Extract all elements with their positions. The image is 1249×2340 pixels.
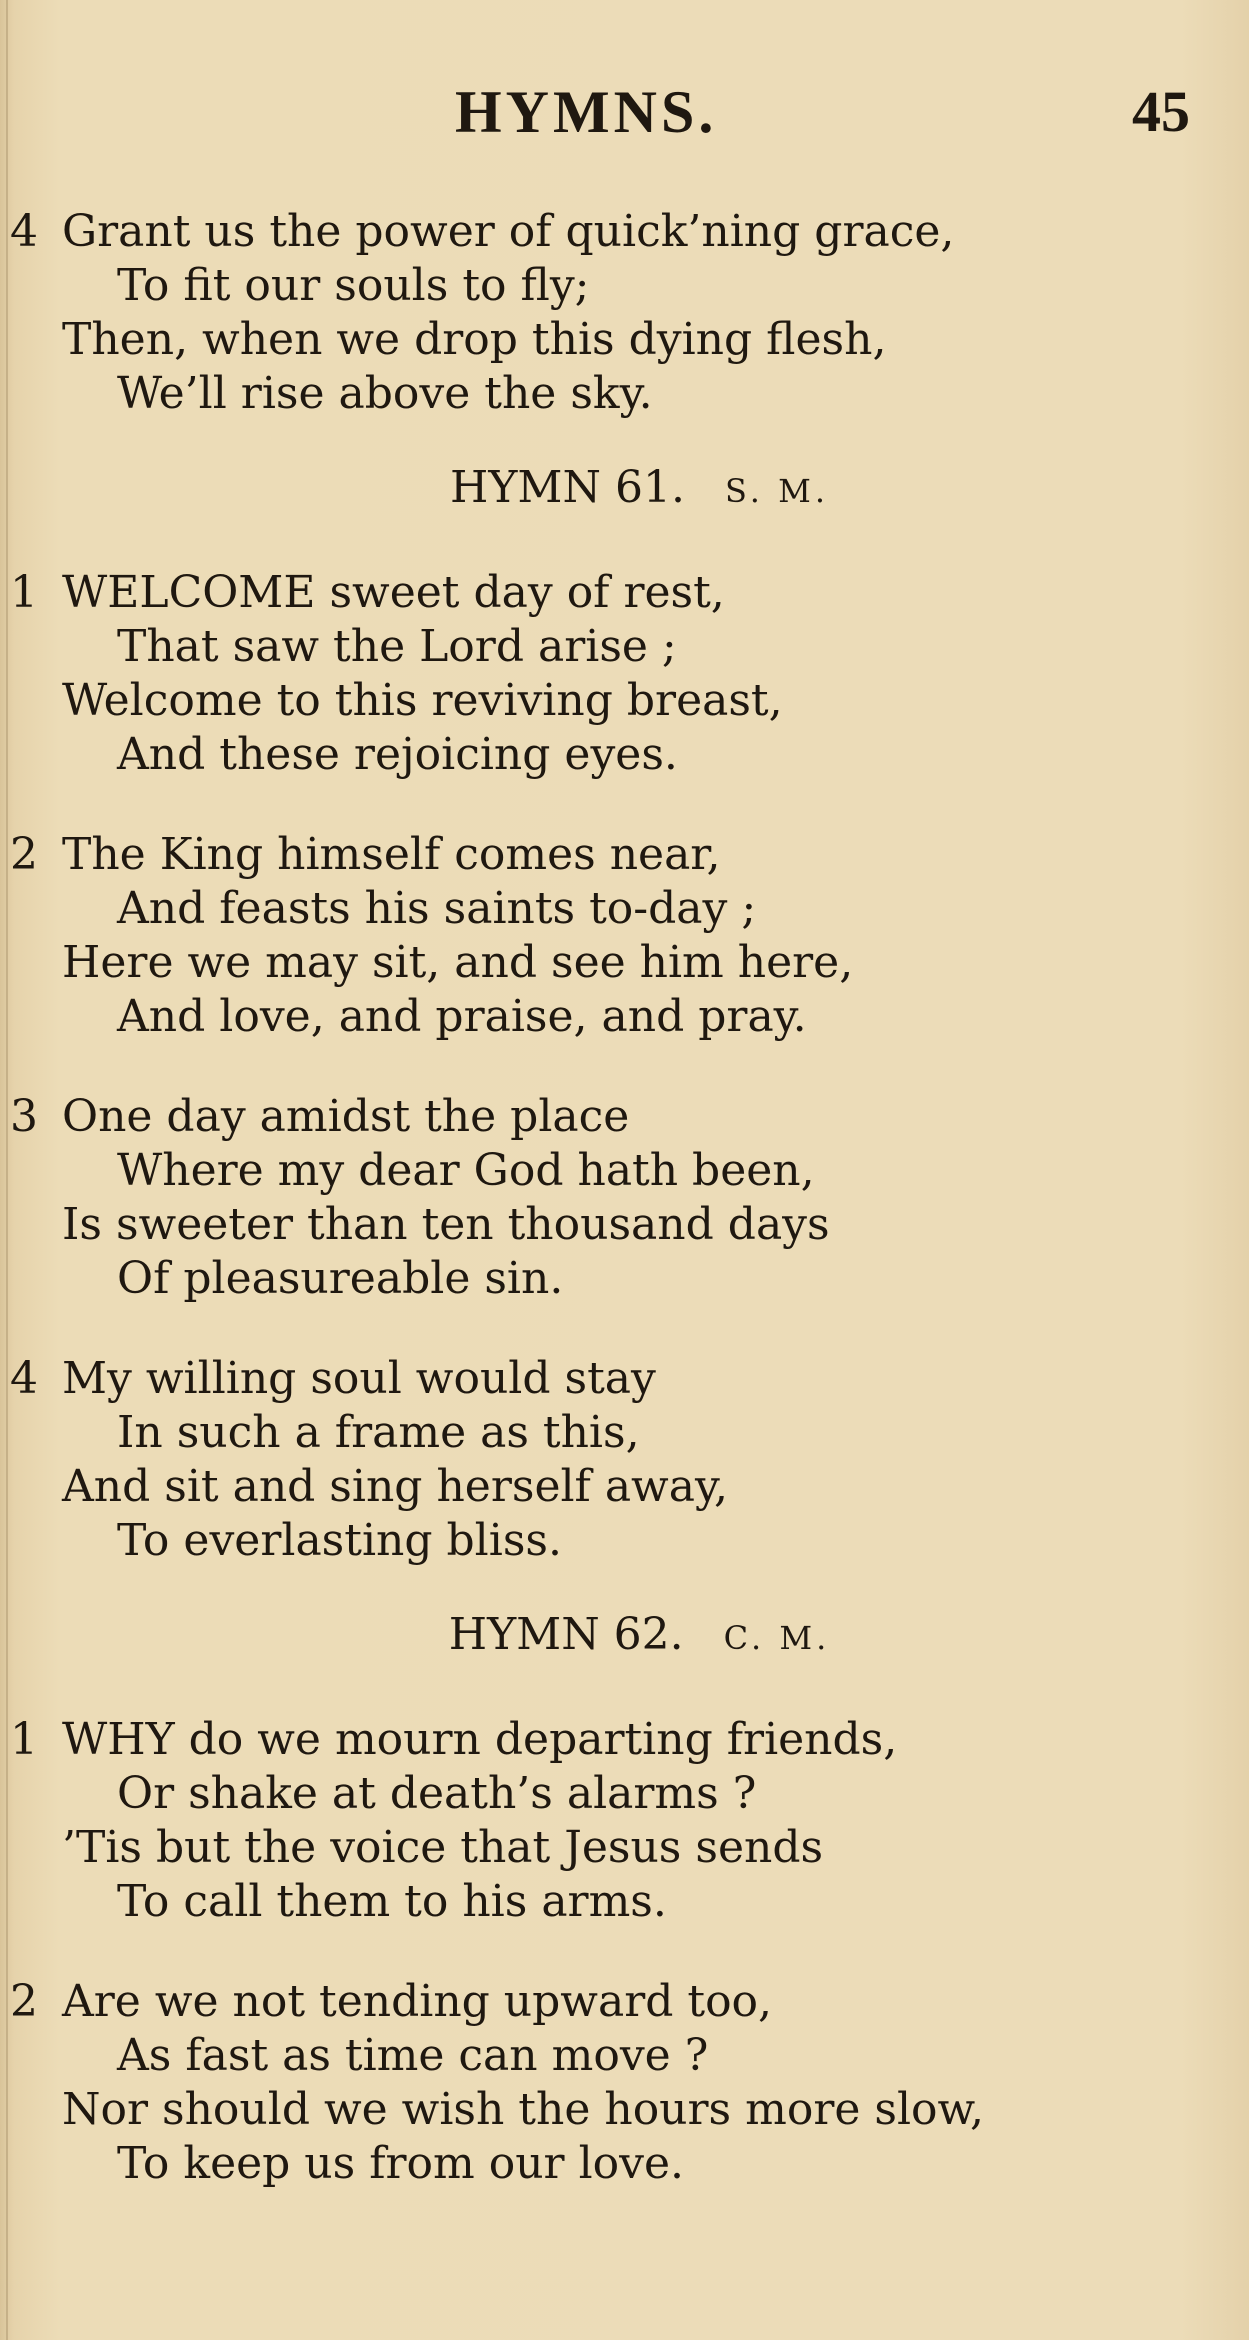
stanza-line: My willing soul would stay [62,1353,656,1404]
stanza-line: Are we not tending upward too, [62,1976,773,2027]
stanza-line: Grant us the power of quick’ning grace, [62,206,955,257]
hymn-meter: C. M. [723,1619,831,1657]
stanza-line: To everlasting bliss. [117,1515,562,1566]
hymn-61-stanza-3 [10,1090,1249,1306]
stanza-line: And love, and praise, and pray. [117,991,807,1042]
stanza-number: 2 [10,829,38,880]
hymn-61-heading [0,461,1249,518]
hymn-62-stanza-1 [10,1713,1249,1929]
stanza-line: Where my dear God hath been, [117,1145,815,1196]
page-header [0,78,1249,158]
stanza-line: To fit our souls to fly; [117,260,590,311]
page-content [0,205,1249,2191]
stanza-line: We’ll rise above the sky. [117,368,653,419]
stanza-number: 1 [10,567,38,618]
stanza-line: Or shake at death’s alarms ? [117,1768,757,1819]
stanza-number: 1 [10,1714,38,1765]
stanza-gap [0,1044,1249,1090]
running-title: HYMNS. [455,79,718,145]
stanza-line: As fast as time can move ? [117,2030,709,2081]
stanza-line: And these rejoicing eyes. [117,729,678,780]
stanza-line: In such a frame as this, [117,1407,640,1458]
stanza-line: One day amidst the place [62,1091,630,1142]
stanza-number: 4 [10,1353,38,1404]
stanza-prev-4 [10,205,1249,421]
hymn-title: HYMN 62. [448,1609,684,1660]
hymn-title: HYMN 61. [450,462,685,513]
stanza-line: And feasts his saints to-day ; [117,883,757,934]
stanza-gap [0,782,1249,828]
stanza-line: To keep us from our love. [117,2138,685,2189]
stanza-number: 4 [10,206,38,257]
stanza-line: Welcome to this reviving breast, [62,675,783,726]
hymn-62-stanza-2 [10,1975,1249,2191]
stanza-gap [0,1306,1249,1352]
stanza-line: Nor should we wish the hours more slow, [62,2084,984,2135]
hymn-meter: S. M. [724,472,829,510]
stanza-line: ’Tis but the voice that Jesus sends [62,1822,824,1873]
stanza-line: WHY do we mourn departing friends, [62,1714,898,1765]
hymn-61-stanza-4 [10,1352,1249,1568]
stanza-line: That saw the Lord arise ; [117,621,677,672]
stanza-number: 3 [10,1091,38,1142]
stanza-gap [0,1929,1249,1975]
stanza-line: To call them to his arms. [117,1876,667,1927]
hymn-61-stanza-1 [10,566,1249,782]
stanza-number: 2 [10,1976,38,2027]
stanza-line: WELCOME sweet day of rest, [62,567,725,618]
stanza-line: And sit and sing herself away, [62,1461,728,1512]
stanza-line: Here we may sit, and see him here, [62,937,854,988]
page-number: 45 [1132,79,1190,144]
stanza-line: Is sweeter than ten thousand days [62,1199,830,1250]
stanza-line: Of pleasureable sin. [117,1253,564,1304]
hymn-61-stanza-2 [10,828,1249,1044]
stanza-line: Then, when we drop this dying flesh, [62,314,887,365]
hymn-62-heading [0,1608,1249,1665]
stanza-line: The King himself comes near, [62,829,721,880]
